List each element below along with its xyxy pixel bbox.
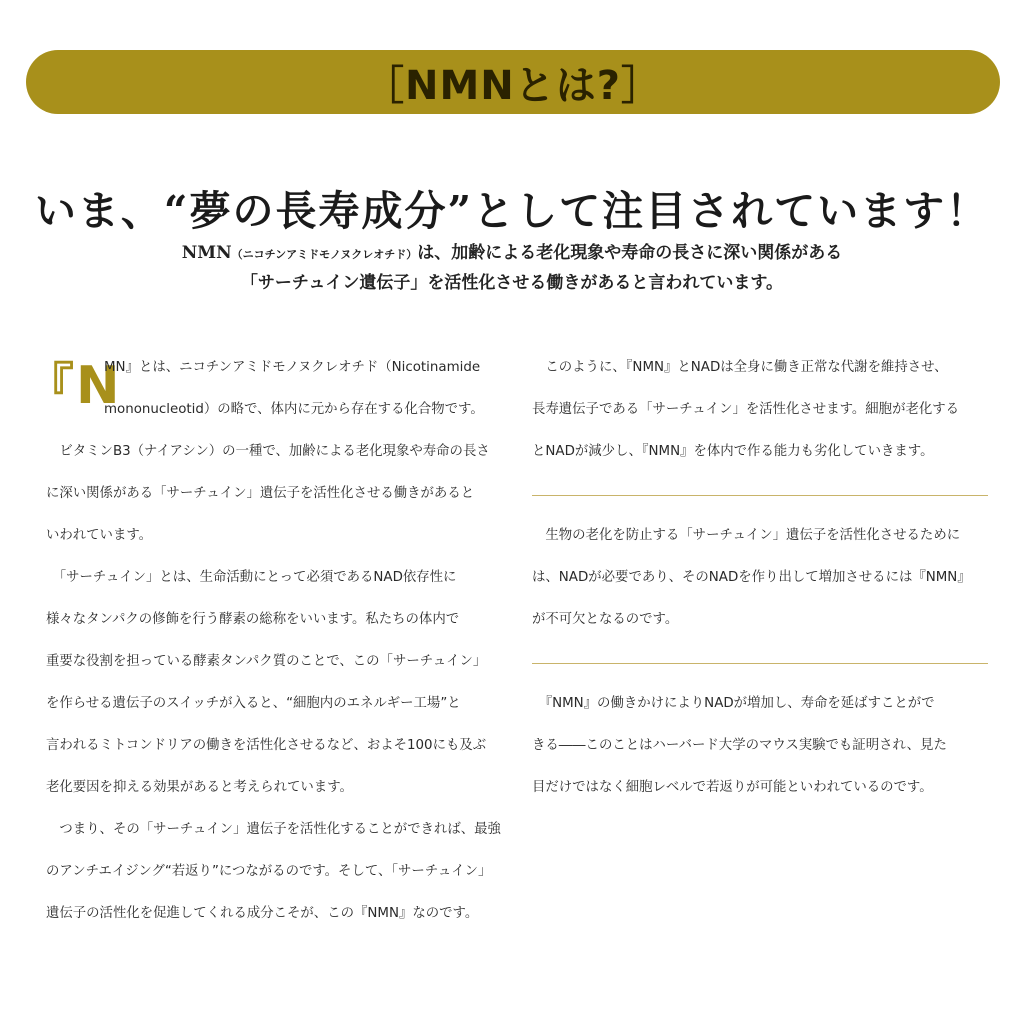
section-divider — [532, 495, 988, 496]
drop-cap-bracket: 『 — [26, 358, 75, 414]
paragraph-line: いわれています。 — [46, 528, 153, 543]
paragraph-line: 老化要因を抑える効果があると考えられています。 — [46, 780, 353, 795]
paragraph-line: とNADが減少し、『NMN』を体内で作る能力も劣化していきます。 — [532, 444, 934, 459]
paragraph-line: つまり、その「サーチュイン」遺伝子を活性化することができれば、最強 — [46, 822, 501, 837]
lead-nmn: NMN — [181, 243, 232, 263]
paragraph-line: 生物の老化を防止する「サーチュイン」遺伝子を活性化させるために — [532, 528, 961, 543]
paragraph-line: 遺伝子の活性化を促進してくれる成分こそが、この『NMN』なのです。 — [46, 906, 479, 921]
drop-cap-letter: N — [76, 356, 120, 416]
section-divider — [532, 663, 988, 664]
lead-nmn-reading: （ニコチンアミドモノヌクレオチド） — [231, 248, 418, 261]
paragraph-line: は、NADが必要であり、そのNADを作り出して増加させるには『NMN』 — [532, 570, 971, 585]
paragraph-line: を作らせる遺伝子のスイッチが入ると、“細胞内のエネルギー工場”と — [46, 696, 461, 711]
paragraph-line: 様々なタンパクの修飾を行う酵素の総称をいいます。私たちの体内で — [46, 612, 460, 627]
title-banner — [26, 50, 1000, 114]
paragraph-line: 言われるミトコンドリアの働きを活性化させるなど、およそ100にも及ぶ — [46, 738, 487, 753]
paragraph-line: ビタミンB3（ナイアシン）の一種で、加齢による老化現象や寿命の長さ — [46, 444, 490, 459]
paragraph-line: 目だけではなく細胞レベルで若返りが可能といわれているのです。 — [532, 780, 933, 795]
paragraph-line: このように、『NMN』とNADは全身に働き正常な代謝を維持させ、 — [532, 360, 948, 375]
right-column — [532, 347, 990, 809]
paragraph-line: mononucleotid）の略で、体内に元から存在する化合物です。 — [104, 402, 484, 417]
spacer — [532, 473, 990, 515]
lead-line-1-text: は、加齢による老化現象や寿命の長さに深い関係がある — [417, 243, 843, 263]
lead-line-1 — [0, 238, 1024, 263]
paragraph-line: 重要な役割を担っている酵素タンパク質のことで、この「サーチュイン」 — [46, 654, 487, 669]
lead-line-2: 「サーチュイン遺伝子」を活性化させる働きがあると言われています。 — [240, 273, 784, 293]
paragraph-line: 「サーチュイン」とは、生命活動にとって必須であるNAD依存性に — [46, 570, 457, 585]
paragraph-line: に深い関係がある「サーチュイン」遺伝子を活性化させる働きがあると — [46, 486, 475, 501]
paragraph-line: のアンチエイジング“若返り”につながるのです。そして、「サーチュイン」 — [46, 864, 492, 879]
paragraph-line: MN』とは、ニコチンアミドモノヌクレオチド（Nicotinamide — [104, 360, 481, 375]
headline: いま、“夢の長寿成分”として注目されています！ — [34, 187, 990, 235]
paragraph-line: が不可欠となるのです。 — [532, 612, 679, 627]
paragraph-line: 長寿遺伝子である「サーチュイン」を活性化させます。細胞が老化する — [532, 402, 960, 417]
left-column — [46, 347, 516, 935]
paragraph-line: きる――このことはハーバード大学のマウス実験でも証明され、見た — [532, 738, 947, 753]
spacer — [532, 641, 990, 683]
paragraph-line: 『NMN』の働きかけによりNADが増加し、寿命を延ばすことがで — [532, 696, 935, 711]
banner-title: ［NMNとは?］ — [364, 62, 662, 109]
